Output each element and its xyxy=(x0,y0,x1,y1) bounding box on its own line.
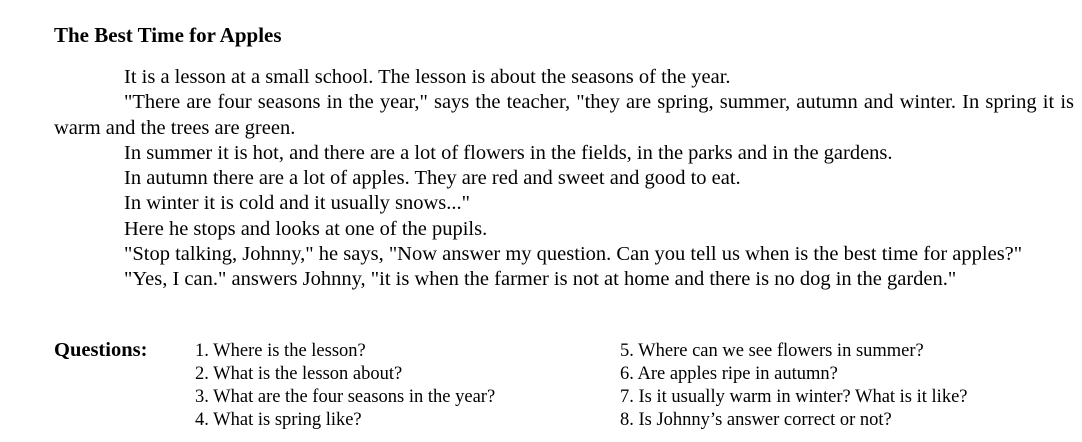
question-item: 1. Where is the lesson? xyxy=(195,341,366,361)
paragraph: It is a lesson at a small school. The lesson is about the seasons of the year. xyxy=(124,66,731,88)
paragraph: Here he stops and looks at one of the pupils. xyxy=(124,217,488,240)
question-item: 4. What is spring like? xyxy=(195,410,362,430)
questions-column-right xyxy=(620,340,968,432)
paragraph: "Yes, I can." answers Johnny, "it is when the farmer is not at home and there is no dog in the garden." xyxy=(124,268,957,291)
question-item: 6. Are apples ripe in autumn? xyxy=(620,364,838,384)
question-item: 3. What are the four seasons in the year? xyxy=(195,387,496,407)
question-item: 8. Is Johnny’s answer correct or not? xyxy=(620,410,892,430)
question-item: 5. Where can we see flowers in summer? xyxy=(620,341,924,361)
questions-label: Questions: xyxy=(54,339,148,361)
story-text xyxy=(54,65,1074,293)
paragraph: In winter it is cold and it usually snows..." xyxy=(124,192,471,215)
paragraph: "Stop talking, Johnny," he says, "Now answer my question. Can you tell us when is the best time for apples?" xyxy=(124,243,1023,266)
paragraph: In autumn there are a lot of apples. They are red and sweet and good to eat. xyxy=(124,167,741,190)
questions-column-left xyxy=(195,340,495,432)
paragraph: "There are four seasons in the year," says the teacher, "they are spring, summer, autumn and winter. In spring it is warm and the trees are green. xyxy=(54,91,1074,139)
question-item: 7. Is it usually warm in winter? What is it like? xyxy=(620,387,968,407)
question-item: 2. What is the lesson about? xyxy=(195,364,403,384)
paragraph: In summer it is hot, and there are a lot of flowers in the fields, in the parks and in the gardens. xyxy=(124,141,893,164)
document-title: The Best Time for Apples xyxy=(54,23,282,47)
